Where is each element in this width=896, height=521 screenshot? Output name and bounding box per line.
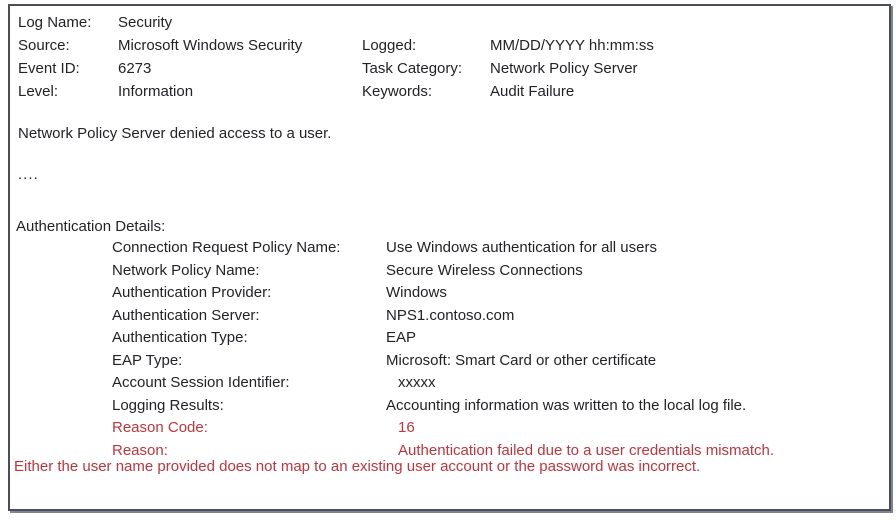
detail-label: Reason Code: [112, 419, 208, 436]
event-header-fields [10, 14, 889, 106]
detail-label: Reason: [112, 441, 168, 459]
event-description: Network Policy Server denied access to a user. [18, 125, 332, 142]
field-label: Source: [18, 37, 70, 54]
field-value: Audit Failure [490, 83, 575, 100]
detail-row [10, 284, 889, 307]
detail-row [10, 329, 889, 352]
detail-label: Authentication Provider: [112, 284, 272, 301]
detail-value: Microsoft: Smart Card or other certificate [386, 351, 657, 369]
detail-value: Use Windows authentication for all users [386, 239, 657, 256]
field-value: Network Policy Server [490, 60, 638, 77]
detail-row-reason-code [10, 419, 889, 442]
detail-label: EAP Type: [112, 351, 183, 369]
event-log-panel [8, 4, 891, 511]
field-label: Log Name: [18, 14, 92, 31]
detail-label: Connection Request Policy Name: [112, 239, 341, 256]
authentication-details-list [10, 239, 889, 464]
detail-label: Authentication Type: [112, 329, 248, 346]
detail-value: 16 [398, 419, 415, 436]
detail-value: Authentication failed due to a user credentials mismatch. [398, 441, 775, 459]
detail-label: Logging Results: [112, 396, 224, 414]
detail-label: Authentication Server: [112, 306, 260, 324]
field-label: Keywords: [362, 83, 433, 100]
reason-continuation-text: Either the user name provided does not map to an existing user account or the password was incorrect. [14, 458, 701, 475]
header-row [10, 60, 889, 83]
detail-value: xxxxx [398, 374, 436, 391]
field-label: Level: [18, 83, 59, 100]
detail-row [10, 397, 889, 420]
field-value: 6273 [118, 60, 152, 77]
detail-label: Account Session Identifier: [112, 374, 290, 391]
field-label: Logged: [362, 37, 417, 54]
detail-row [10, 374, 889, 397]
header-row [10, 14, 889, 37]
field-value: Information [118, 83, 194, 100]
detail-value: Secure Wireless Connections [386, 261, 583, 279]
field-value: MM/DD/YYYY hh:mm:ss [490, 37, 654, 54]
detail-value: Windows [386, 284, 447, 301]
field-value: Microsoft Windows Security [118, 37, 303, 54]
field-value: Security [118, 14, 173, 31]
detail-row [10, 239, 889, 262]
field-label: Task Category: [362, 60, 463, 77]
detail-label: Network Policy Name: [112, 261, 260, 279]
ellipsis-text: .... [18, 166, 39, 183]
header-row [10, 83, 889, 106]
field-label: Event ID: [18, 60, 80, 77]
detail-row [10, 352, 889, 375]
detail-row [10, 262, 889, 285]
detail-value: EAP [386, 329, 417, 346]
detail-value: NPS1.contoso.com [386, 306, 515, 324]
event-log-content [10, 6, 889, 509]
authentication-details-heading: Authentication Details: [16, 218, 166, 235]
header-row [10, 37, 889, 60]
detail-value: Accounting information was written to the local log file. [386, 396, 747, 414]
detail-row [10, 307, 889, 330]
